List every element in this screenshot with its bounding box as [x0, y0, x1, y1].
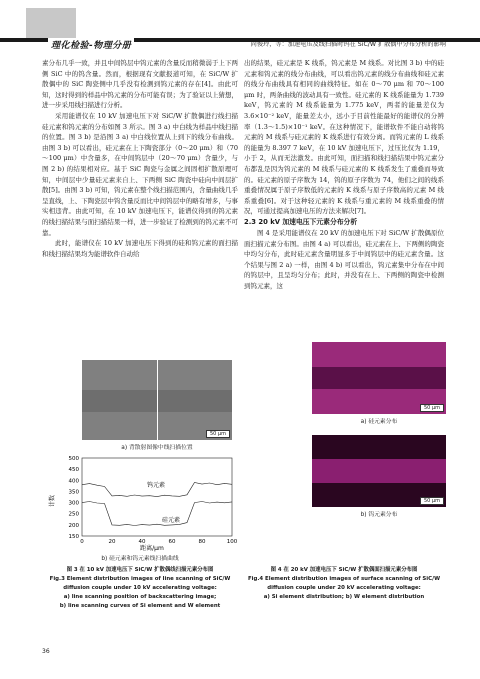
- figure3b-caption: b) 硅元素和钨元素线扫描曲线: [101, 556, 179, 562]
- figure4-caption-en-1: Fig.4 Element distribution images of surface scanning of SiC/W: [247, 576, 441, 582]
- x-axis-label: 距离/μm: [140, 545, 164, 552]
- y-tick-label: 200: [68, 522, 79, 529]
- section-heading: 2.3 20 kV 加速电压下元素分布分析: [244, 217, 358, 226]
- figure3-caption: [38, 566, 242, 611]
- x-tick-label: 40: [138, 539, 146, 545]
- x-tick-label: 100: [226, 539, 238, 545]
- figure3-caption-cn: 图 3 在 10 kV 加速电压下 SiC/W 扩散偶线扫描元素分布图: [66, 567, 214, 573]
- y-axis-label: 计数: [49, 494, 56, 507]
- figure4-caption-en-2: diffusion couple under 20 kV accelerating voltage:: [267, 585, 421, 591]
- paragraph: 图 4 是采用能谱仪在 20 kV 的加速电压下对 SiC/W 扩散偶原位面扫描元素分布图。由图 4 a) 可以看出，硅元素在上、下两侧的陶瓷中均匀分布，此时硅元素含量明显多于中间钨层中的硅元素含量。这个结果与图 2 a) 一样，由图 4 b) 可以看出，钨元素集中分布在中间的钨层中，且呈均匀分布；此时，并没有在上、下两侧的陶瓷中检测到钨元素，这: [244, 228, 444, 290]
- page-header: [0, 0, 480, 50]
- scale-bar: 50 μm: [206, 430, 230, 438]
- journal-logo: [26, 8, 76, 38]
- figure4-caption-cn: 图 4 在 20 kV 加速电压下 SiC/W 扩散偶面扫描元素分布图: [270, 567, 418, 573]
- backscatter-image: [82, 360, 232, 440]
- page-number: 36: [42, 648, 50, 655]
- running-title: 尚俊玲，等：加速电压及线扫描时钨在 SiC/W 扩散偶中分布分析的影响: [250, 41, 446, 48]
- y-tick-label: 150: [68, 534, 79, 540]
- ceramic-dark-top: [312, 435, 446, 459]
- figure3-caption-en-4: b) line scanning curves of Si element and W element: [59, 603, 221, 609]
- y-tick-label: 450: [68, 467, 79, 474]
- figure3a-caption: a) 背散射图像中线扫描位置: [121, 445, 193, 451]
- paragraph: 采用能谱仪在 10 kV 加速电压下对 SiC/W 扩散偶进行线扫描硅元素和钨元素的分布如图 3 所示。图 3 a) 中白线为样品中线扫描的位置。图 3 b) 是沿图 3 a) 中白线位置从上到下的线分布曲线。由图 3 b) 可以看出，硅元素在上下陶瓷部分（0～20 μm）和（70～100 μm）中含量多，在中间钨层中（20～70 μm）含量少，与图 2 b) 的结果相对应。基于 SiC 陶瓷与金属之间固相扩散原理可知，中间层中少量硅元素来自上、下两侧 SiC 陶瓷中硅向中间层扩散[5]。由图 3 b) 可知，钨元素在整个线扫描范围内，含量曲线几乎呈直线，上、下陶瓷层中钨含量反而比中间钨层中的略有增多，与事实相违背。由此可知，在 10 kV 加速电压下，能谱仪得到的钨元素的线扫描结果与面扫描结果一样，进一步验证了检测到的钨元素不可靠。: [42, 111, 238, 237]
- x-tick-label: 60: [168, 539, 176, 545]
- figure4-caption: [244, 566, 444, 602]
- x-tick-label: 20: [108, 539, 116, 545]
- journal-name: 理化检验-物理分册: [48, 38, 134, 51]
- paragraph: 素分布几乎一致，并且中间钨层中钨元素的含量反而稍微弱于上下两侧 SiC 中的钨含量。然而，根据现有文献报道可知，在 SiC/W 扩散偶中的 SiC 陶瓷侧中几乎没有检测到钨元素的存在[4]。由此可知，这时得到的样品中钨元素的分布可能有误；为了验证以上猜想，进一步采用线扫描进行分析。: [42, 59, 238, 110]
- paragraph: 此时，能谱仪在 10 kV 加速电压下得到的硅和钨元素的面扫描和线扫描结果均为能谱软件自动给: [42, 239, 238, 258]
- figure3-caption-en-1: Fig.3 Element distribution images of line scanning of SiC/W: [49, 576, 231, 582]
- silicon-line: [82, 502, 232, 526]
- scale-bar: 50 μm: [420, 497, 444, 505]
- figure4-caption-en-3: a) Si element distribution; b) W element distribution: [263, 594, 425, 600]
- right-column: [244, 58, 444, 291]
- y-tick-label: 400: [68, 478, 79, 485]
- y-tick-label: 500: [68, 456, 79, 462]
- left-column: [42, 58, 238, 259]
- y-tick-label: 350: [68, 489, 79, 496]
- tungsten-series-label: 钨元素: [147, 482, 166, 489]
- line-scan-position: [157, 360, 158, 440]
- figure4a-caption: a) 硅元素分布: [360, 419, 398, 425]
- scale-bar: 50 μm: [420, 404, 444, 412]
- figure3-caption-en-2: diffusion couple under 10 kV accelerating voltage:: [63, 585, 217, 591]
- x-tick-label: 0: [80, 539, 84, 545]
- y-tick-label: 250: [68, 511, 79, 518]
- figure3-caption-en-3: a) line scanning position of backscattering image;: [63, 594, 217, 600]
- x-tick-label: 80: [198, 539, 206, 545]
- silicon-series-label: 硅元素: [162, 517, 181, 524]
- tungsten-layer-dark: [312, 367, 446, 389]
- si-distribution-map: [312, 342, 446, 414]
- line-scan-chart: [42, 452, 238, 552]
- paragraph: 出的结果，硅元素是 K 线系，钨元素是 M 线系。对比图 3 b) 中的硅元素和钨元素的线分布曲线，可以看出钨元素的线分布曲线和硅元素的线分布曲线具有相同的曲线特征。如在 0～70 μm 和 70～100 μm 时，两条曲线的波动具有一致性。硅元素的 K 线系能量为 1.739 keV，钨元素的 M 线系能量为 1.775 keV，两者的能量差仅为 3.6×10⁻² keV，能量差太小，远小于目前性能最好的能谱仪的分辨率（1.3～1.5)×10⁻¹ keV。在这种情况下，能谱软件不能自动将钨元素的 M 线系与硅元素的 K 线系进行有效分离。而钨元素的 L 线系的能量为 8.397 7 keV，在 10 kV 加速电压下，过压比仅为 1.19，小于 2，从而无法激发。由此可知，面扫描和线扫描结果中钨元素分布都乱是因为钨元素的 M 线系与硅元素的 K 线系发生了重叠而导致的。硅元素的原子序数为 14，钨的原子序数为 74，他们之间的线系重叠情况属于原子序数低的元素的 K 线系与原子序数高的元素 M 线系重叠[6]。对于这种轻元素的 K 线系与重元素的 M 线系重叠的情况，可通过提高加速电压的方法来解决[7]。: [244, 59, 444, 216]
- figure4b-caption: b) 钨元素分布: [360, 512, 398, 518]
- y-tick-label: 300: [68, 500, 79, 507]
- w-distribution-map: [312, 435, 446, 507]
